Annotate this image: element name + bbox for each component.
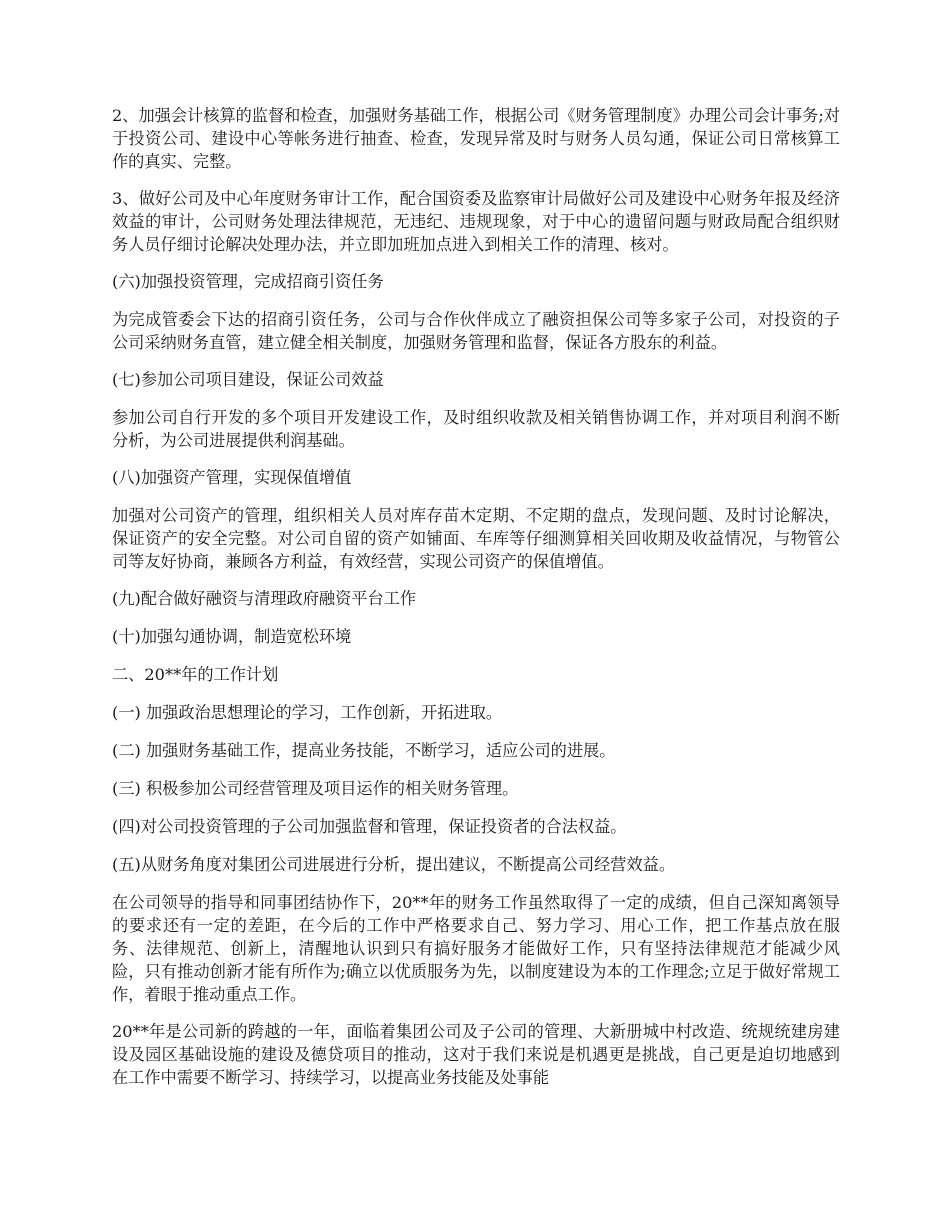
plan-item-4: (四)对公司投资管理的子公司加强监督和管理，保证投资者的合法权益。 (112, 817, 627, 836)
plan-item-1: (一) 加强政治思想理论的学习，工作创新，开拓进取。 (112, 703, 503, 722)
document-page (112, 104, 840, 1103)
plan-item-5: (五)从财务角度对集团公司进展进行分析，提出建议，不断提高公司经营效益。 (112, 855, 676, 874)
paragraph-annual-audit: 3、做好公司及中心年度财务审计工作，配合国资委及监察审计局做好公司及建设中心财务年报及经济效益的审计，公司财务处理法律规范，无违纪、违规现象，对于中心的遗留问题与财政局配合组织财务人员仔细讨论解决处理办法，并立即加班加点进入到相关工作的清理、核对。 (112, 189, 840, 254)
heading-communication: (十)加强勾通协调，制造宽松环境 (112, 627, 352, 646)
heading-project-construction: (七)参加公司项目建设，保证公司效益 (112, 370, 384, 389)
plan-item-3: (三) 积极参加公司经营管理及项目运作的相关财务管理。 (112, 779, 519, 798)
heading-financing-platform: (九)配合做好融资与清理政府融资平台工作 (112, 589, 417, 608)
heading-work-plan: 二、20**年的工作计划 (112, 665, 279, 684)
paragraph-summary: 在公司领导的指导和同事团结协作下，20**年的财务工作虽然取得了一定的成绩，但自己深知离领导的要求还有一定的差距，在今后的工作中严格要求自己、努力学习、用心工作，把工作基点放在服务、法律规范、创新上，清醒地认识到只有搞好服务才能做好工作，只有坚持法律规范才能减少风险，只有推动创新才能有所作为;确立以优质服务为先，以制度建设为本的工作理念;立足于做好常规工作，着眼于推动重点工作。 (112, 893, 840, 1004)
paragraph-project-construction: 参加公司自行开发的多个项目开发建设工作，及时组织收款及相关销售协调工作，并对项目利润不断分析，为公司进展提供利润基础。 (112, 408, 840, 450)
paragraph-accounting-supervision: 2、加强会计核算的监督和检查，加强财务基础工作，根据公司《财务管理制度》办理公司会计事务;对于投资公司、建设中心等帐务进行抽查、检查，发现异常及时与财务人员勾通，保证公司日常核算工作的真实、完整。 (112, 106, 840, 171)
paragraph-asset-management: 加强对公司资产的管理，组织相关人员对库存苗木定期、不定期的盘点，发现问题、及时讨论解决，保证资产的安全完整。对公司自留的资产如铺面、车库等仔细测算相关回收期及收益情况，与物管公司等友好协商，兼顾各方利益，有效经营，实现公司资产的保值增值。 (112, 506, 840, 571)
heading-asset-management: (八)加强资产管理，实现保值增值 (112, 468, 352, 487)
paragraph-outlook: 20**年是公司新的跨越的一年，面临着集团公司及子公司的管理、大新册城中村改造、统规统建房建设及园区基础设施的建设及德贷项目的推动，这对于我们来说是机遇更是挑战，自己更是迫切地感到在工作中需要不断学习、持续学习，以提高业务技能及处事能 (112, 1022, 840, 1087)
paragraph-investment-management: 为完成管委会下达的招商引资任务，公司与合作伙伴成立了融资担保公司等多家子公司，对投资的子公司采纳财务直管，建立健全相关制度，加强财务管理和监督，保证各方股东的利益。 (112, 310, 840, 352)
plan-item-2: (二) 加强财务基础工作，提高业务技能，不断学习，适应公司的进展。 (112, 741, 616, 760)
heading-investment-management: (六)加强投资管理，完成招商引资任务 (112, 272, 384, 291)
